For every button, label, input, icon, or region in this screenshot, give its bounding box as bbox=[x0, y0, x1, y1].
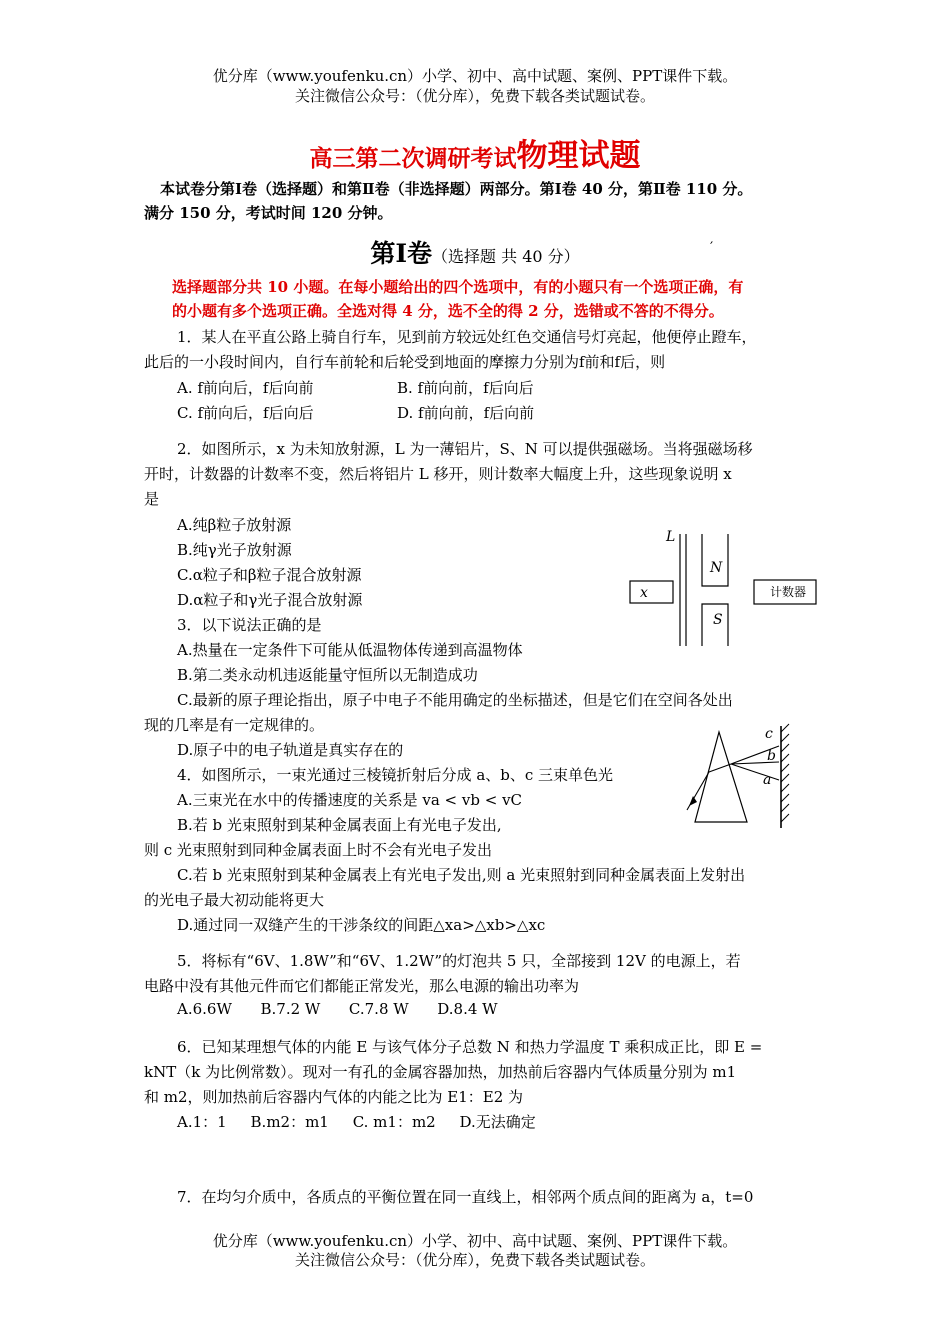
q4-option-b-line-2: 则 c 光束照射到同种金属表面上时不会有光电子发出 bbox=[144, 841, 492, 859]
q2-stem-line-3: 是 bbox=[144, 490, 160, 508]
q3-option-a: A.热量在一定条件下可能从低温物体传递到高温物体 bbox=[177, 641, 523, 659]
instructions-line-2: 的小题有多个选项正确。全选对得 4 分，选不全的得 2 分，选错或不答的不得分。 bbox=[172, 302, 724, 320]
q6-stem-line-1: 6．已知某理想气体的内能 E 与该气体分子总数 N 和热力学温度 T 乘积成正比，即 E = bbox=[177, 1038, 763, 1056]
label-x: x bbox=[640, 585, 648, 601]
q7-stem-line-1: 7．在均匀介质中，各质点的平衡位置在同一直线上，相邻两个质点间的距离为 a，t=0 bbox=[177, 1188, 754, 1206]
inner-ray bbox=[709, 764, 731, 772]
q2-option-c: C.α粒子和β粒子混合放射源 bbox=[177, 566, 362, 584]
q4-option-c-line-1: C.若 b 光束照射到某种金属表上有光电子发出,则 a 光束照射到同种金属表面上发射出 bbox=[177, 866, 746, 884]
q5-stem-line-1: 5．将标有“6V、1.8W”和“6V、1.2W”的灯泡共 5 只，全部接到 12V 的电源上，若 bbox=[177, 952, 741, 970]
page-title bbox=[0, 130, 950, 175]
q2-option-b: B.纯γ光子放射源 bbox=[177, 541, 292, 559]
intro-line-1: 本试卷分第Ⅰ卷（选择题）和第Ⅱ卷（非选择题）两部分。第Ⅰ卷 40 分，第Ⅱ卷 110 分。 bbox=[160, 180, 753, 198]
q3-stem: 3．以下说法正确的是 bbox=[177, 616, 322, 634]
q4-option-c-line-2: 的光电子最大初动能将更大 bbox=[144, 891, 325, 909]
label-b: b bbox=[767, 748, 776, 764]
intro-line-2: 满分 150 分，考试时间 120 分钟。 bbox=[144, 204, 393, 222]
ray-a bbox=[731, 764, 779, 780]
header-line-2: 关注微信公众号：（优分库），免费下载各类试题试卷。 bbox=[294, 87, 655, 105]
q1-stem-line-1: 1．某人在平直公路上骑自行车，见到前方较远处红色交通信号灯亮起，他便停止蹬车， bbox=[177, 328, 757, 346]
q5-options: A.6.6W B.7.2 W C.7.8 W D.8.4 W bbox=[177, 1000, 498, 1018]
q3-option-c-line-2: 现的几率是有一定规律的。 bbox=[144, 716, 325, 734]
incident-ray-arrow bbox=[689, 796, 697, 806]
q6-stem-line-3: 和 m2，则加热前后容器内气体的内能之比为 E1：E2 为 bbox=[144, 1088, 524, 1106]
q3-option-b: B.第二类永动机违返能量守恒所以无制造成功 bbox=[177, 666, 478, 684]
q3-option-d: D.原子中的电子轨道是真实存在的 bbox=[177, 741, 404, 759]
label-c: c bbox=[765, 726, 773, 742]
header-line-1: 优分库（www.youfenku.cn）小学、初中、高中试题、案例、PPT课件下载。 bbox=[212, 67, 738, 85]
label-counter: 计数器 bbox=[770, 585, 807, 599]
q1-option-d: D. f前向前，f后向前 bbox=[397, 404, 535, 422]
q3-option-c-line-1: C.最新的原子理论指出，原子中电子不能用确定的坐标描述，但是它们在空间各处出 bbox=[177, 691, 733, 709]
q1-stem-line-2: 此后的一小段时间内，自行车前轮和后轮受到地面的摩擦力分别为f前和f后，则 bbox=[144, 353, 666, 371]
q1-option-b: B. f前向前，f后向后 bbox=[397, 379, 534, 397]
q5-stem-line-2: 电路中没有其他元件而它们都能正常发光，那么电源的输出功率为 bbox=[144, 977, 580, 995]
label-s: S bbox=[713, 612, 723, 628]
q2-option-d: D.α粒子和γ光子混合放射源 bbox=[177, 591, 363, 609]
q4-option-a: A.三束光在水中的传播速度的关系是 va < vb < vC bbox=[177, 791, 523, 809]
section-mark: ′ bbox=[710, 240, 714, 256]
label-l: L bbox=[666, 529, 676, 545]
instructions-line-1: 选择题部分共 10 小题。在每小题给出的四个选项中，有的小题只有一个选项正确，有 bbox=[172, 278, 744, 296]
q6-options: A.1：1 B.m2：m1 C. m1：m2 D.无法确定 bbox=[177, 1113, 536, 1131]
q4-option-d: D.通过同一双缝产生的干涉条纹的间距△xa>△xb>△xc bbox=[177, 916, 546, 934]
q2-stem-line-2: 开时，计数器的计数率不变，然后将铝片 L 移开，则计数率大幅度上升，这些现象说明 x bbox=[144, 465, 732, 483]
screen-hatch bbox=[781, 724, 789, 822]
title-part-1: 高三第二次调研考试 bbox=[309, 145, 517, 172]
title-part-2: 物理试题 bbox=[516, 138, 641, 174]
section-heading bbox=[0, 234, 950, 270]
footer-line-2: 关注微信公众号：（优分库），免费下载各类试题试卷。 bbox=[294, 1251, 655, 1269]
q4-option-b-line-1: B.若 b 光束照射到某种金属表面上有光电子发出, bbox=[177, 816, 502, 834]
q1-option-a: A. f前向后，f后向前 bbox=[177, 379, 314, 397]
q2-option-a: A.纯β粒子放射源 bbox=[177, 516, 292, 534]
q4-stem: 4．如图所示，一束光通过三棱镜折射后分成 a、b、c 三束单色光 bbox=[177, 766, 614, 784]
q6-stem-line-2: kNT（k 为比例常数）。现对一有孔的金属容器加热，加热前后容器内气体质量分别为 m1 bbox=[144, 1063, 737, 1081]
radiation-diagram bbox=[620, 524, 820, 654]
footer-line-1: 优分库（www.youfenku.cn）小学、初中、高中试题、案例、PPT课件下载。 bbox=[212, 1232, 738, 1250]
section-heading-sub: （选择题 共 40 分） bbox=[432, 247, 580, 266]
source-x-box bbox=[630, 581, 673, 603]
prism-diagram bbox=[655, 722, 800, 832]
q1-option-c: C. f前向后，f后向后 bbox=[177, 404, 314, 422]
q2-stem-line-1: 2．如图所示，x 为未知放射源，L 为一薄铝片，S、N 可以提供强磁场。当将强磁场移 bbox=[177, 440, 753, 458]
label-a: a bbox=[763, 772, 772, 788]
section-heading-main: 第Ⅰ卷 bbox=[370, 239, 433, 268]
label-n: N bbox=[710, 560, 723, 576]
prism-triangle bbox=[695, 732, 747, 822]
